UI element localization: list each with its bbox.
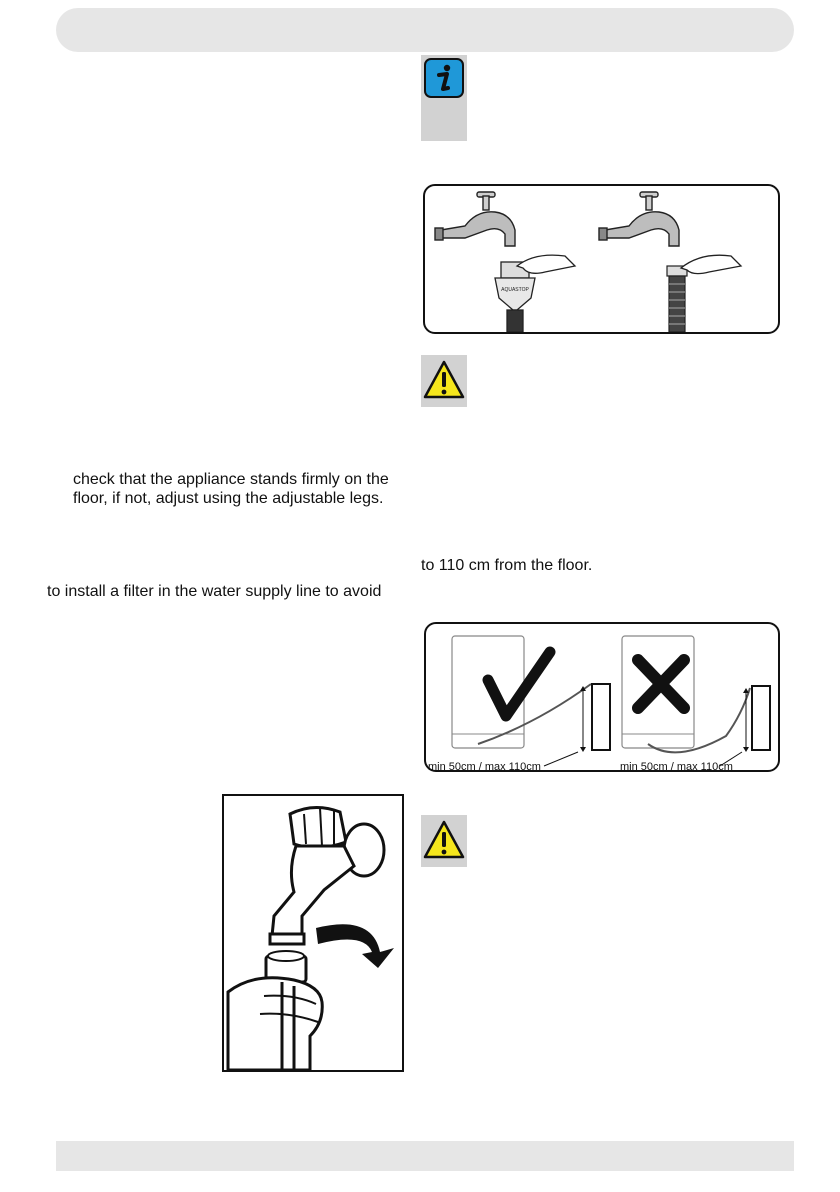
tap-filter-illustration: [423, 184, 780, 334]
information-icon: [424, 58, 464, 98]
warning-icon-box-1: [421, 355, 467, 407]
warning-icon: [421, 815, 467, 867]
header-bar: [56, 8, 794, 52]
standpipe-correct: [592, 684, 610, 750]
rotation-arrow-icon: [316, 924, 394, 968]
info-icon-box: [421, 55, 467, 141]
hand-left: [517, 255, 575, 273]
warning-icon-box-2: [421, 815, 467, 867]
tap-right: [599, 192, 679, 246]
filter-text: to install a filter in the water supply line to avoid: [47, 583, 382, 600]
inlet-hose: [667, 266, 687, 332]
footer-bar: [56, 1141, 794, 1171]
tap-spout: [272, 846, 354, 936]
tap-connection-illustration: [222, 794, 404, 1072]
hand: [228, 978, 322, 1070]
correct-height-label: min 50cm / max 110cm: [428, 761, 541, 773]
tap-left: [435, 192, 515, 246]
incorrect-height-label: min 50cm / max 110cm: [620, 761, 733, 773]
tap-handle: [290, 807, 346, 847]
floor-height-text: to 110 cm from the floor.: [421, 557, 593, 574]
drain-hose-illustration: [424, 622, 780, 772]
hand-right: [681, 255, 741, 273]
warning-icon: [421, 355, 467, 407]
standpipe-incorrect: [752, 686, 770, 750]
check-legs-text: check that the appliance stands firmly on the floor, if not, adjust using the adjustable legs.: [73, 471, 389, 507]
aquastop-label: AQUASTOP: [501, 287, 529, 293]
